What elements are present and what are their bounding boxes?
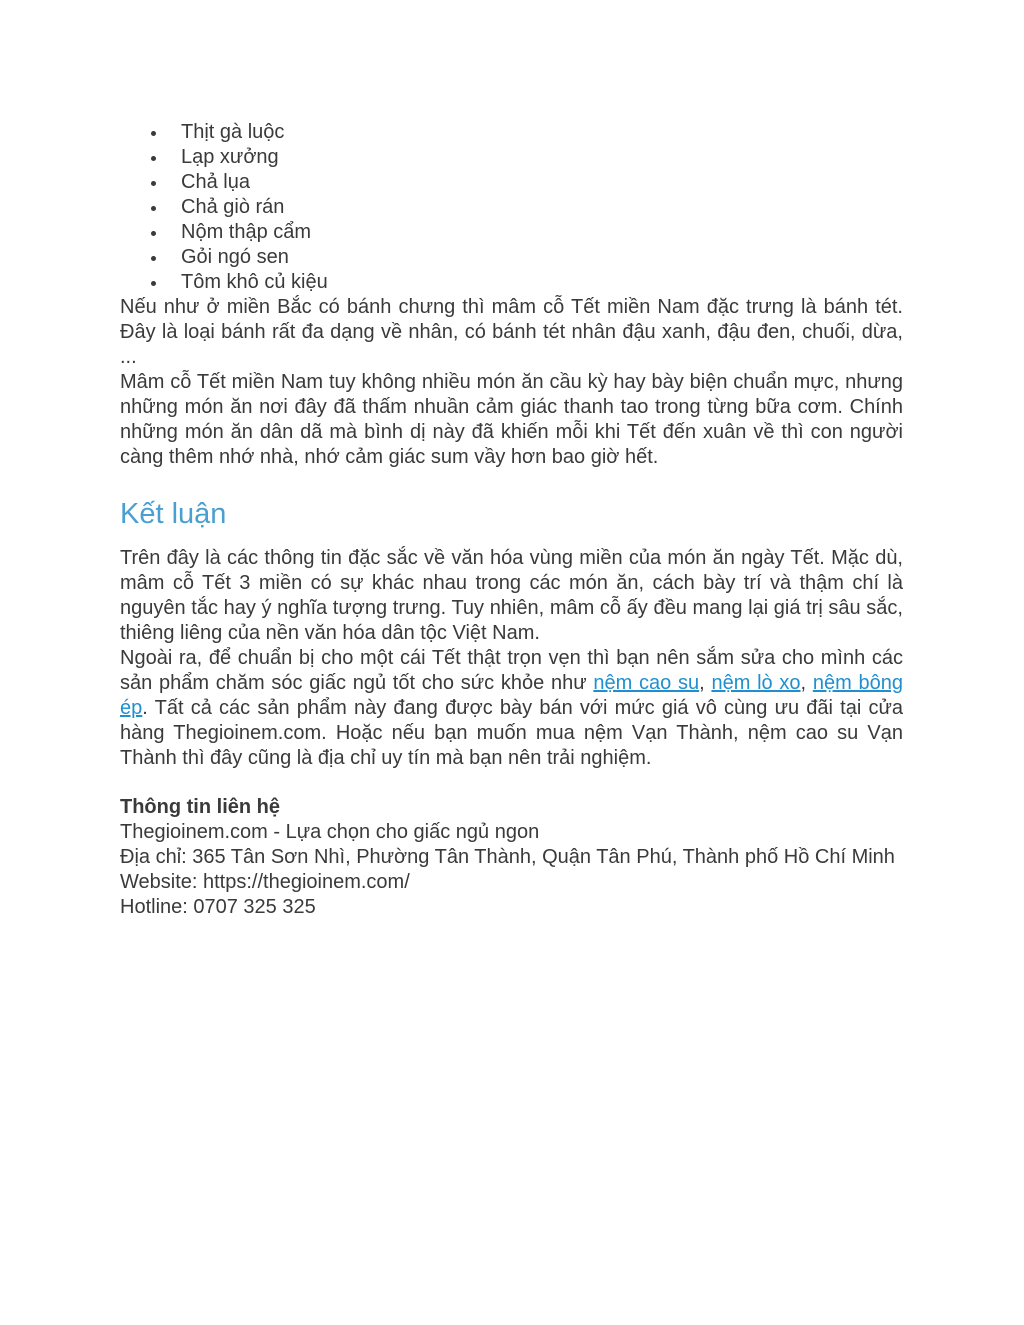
- paragraph-conclusion-1: Trên đây là các thông tin đặc sắc về văn hóa vùng miền của món ăn ngày Tết. Mặc dù, mâm cỗ Tết 3 miền có sự khác nhau trong các món ăn, cách bày trí và thậm chí là nguyên tắc hay ý nghĩa tượng trưng. Tuy nhiên, mâm cỗ ấy đều mang lại giá trị sâu sắc, thiêng liêng của nền văn hóa dân tộc Việt Nam.: [120, 547, 903, 644]
- paragraph-text-start: Ngoài ra, để chuẩn bị cho một cái Tết thật trọn vẹn thì bạn nên sắm sửa cho mình các sản phẩm chăm sóc giấc ngủ tốt cho sức khỏe như: [120, 647, 903, 694]
- separator-text: ,: [800, 672, 813, 694]
- contact-title: Thông tin liên hệ: [120, 796, 280, 818]
- bullet-icon: [151, 281, 156, 286]
- list-item-label: Tôm khô củ kiệu: [181, 271, 328, 293]
- list-item: [120, 170, 903, 195]
- link-nem-bong-ep[interactable]: nệm bông ép: [120, 672, 903, 719]
- bullet-icon: [151, 231, 156, 236]
- contact-tagline: Thegioinem.com - Lựa chọn cho giấc ngủ ngon: [120, 821, 540, 843]
- bullet-icon: [151, 256, 156, 261]
- bullet-icon: [151, 206, 156, 211]
- contact-section: [120, 795, 903, 920]
- list-item: [120, 220, 903, 245]
- list-item: [120, 145, 903, 170]
- list-item: [120, 195, 903, 220]
- contact-hotline: Hotline: 0707 325 325: [120, 896, 316, 918]
- list-item: [120, 120, 903, 145]
- bullet-icon: [151, 156, 156, 161]
- bullet-icon: [151, 131, 156, 136]
- page-content: [120, 120, 903, 920]
- link-nem-cao-su[interactable]: nệm cao su: [593, 672, 700, 694]
- list-item: [120, 270, 903, 295]
- link-nem-lo-xo[interactable]: nệm lò xo: [711, 672, 801, 694]
- contact-website: Website: https://thegioinem.com/: [120, 871, 410, 893]
- list-item-label: Nộm thập cẩm: [181, 221, 312, 243]
- bullet-icon: [151, 181, 156, 186]
- paragraph-text-end: . Tất cả các sản phẩm này đang được bày bán với mức giá vô cùng ưu đãi tại cửa hàng Thegioinem.com. Hoặc nếu bạn muốn mua nệm Vạn Thành, nệm cao su Vạn Thành thì đây cũng là địa chỉ uy tín mà bạn nên trải nghiệm.: [120, 697, 903, 769]
- paragraph-banh-tet: Nếu như ở miền Bắc có bánh chưng thì mâm cỗ Tết miền Nam đặc trưng là bánh tét. Đây là loại bánh rất đa dạng về nhân, có bánh tét nhân đậu xanh, đậu đen, chuối, dừa, ...: [120, 296, 903, 368]
- paragraph-mam-co: Mâm cỗ Tết miền Nam tuy không nhiều món ăn cầu kỳ hay bày biện chuẩn mực, nhưng những món ăn nơi đây đã thấm nhuần cảm giác thanh tao trong từng bữa cơm. Chính những món ăn dân dã mà bình dị này đã khiến mỗi khi Tết đến xuân về thì con người càng thêm nhớ nhà, nhớ cảm giác sum vầy hơn bao giờ hết.: [120, 371, 903, 468]
- dish-list: [120, 120, 903, 295]
- list-item-label: Gỏi ngó sen: [181, 246, 289, 268]
- list-item-label: Chả giò rán: [181, 196, 285, 218]
- list-item-label: Thịt gà luộc: [181, 121, 285, 143]
- list-item-label: Chả lụa: [181, 171, 250, 193]
- paragraph-conclusion-2: [120, 646, 903, 771]
- separator-text: ,: [699, 672, 712, 694]
- list-item-label: Lạp xưởng: [181, 146, 279, 168]
- contact-address: Địa chỉ: 365 Tân Sơn Nhì, Phường Tân Thành, Quận Tân Phú, Thành phố Hồ Chí Minh: [120, 846, 895, 868]
- section-heading-conclusion: Kết luận: [120, 498, 227, 530]
- list-item: [120, 245, 903, 270]
